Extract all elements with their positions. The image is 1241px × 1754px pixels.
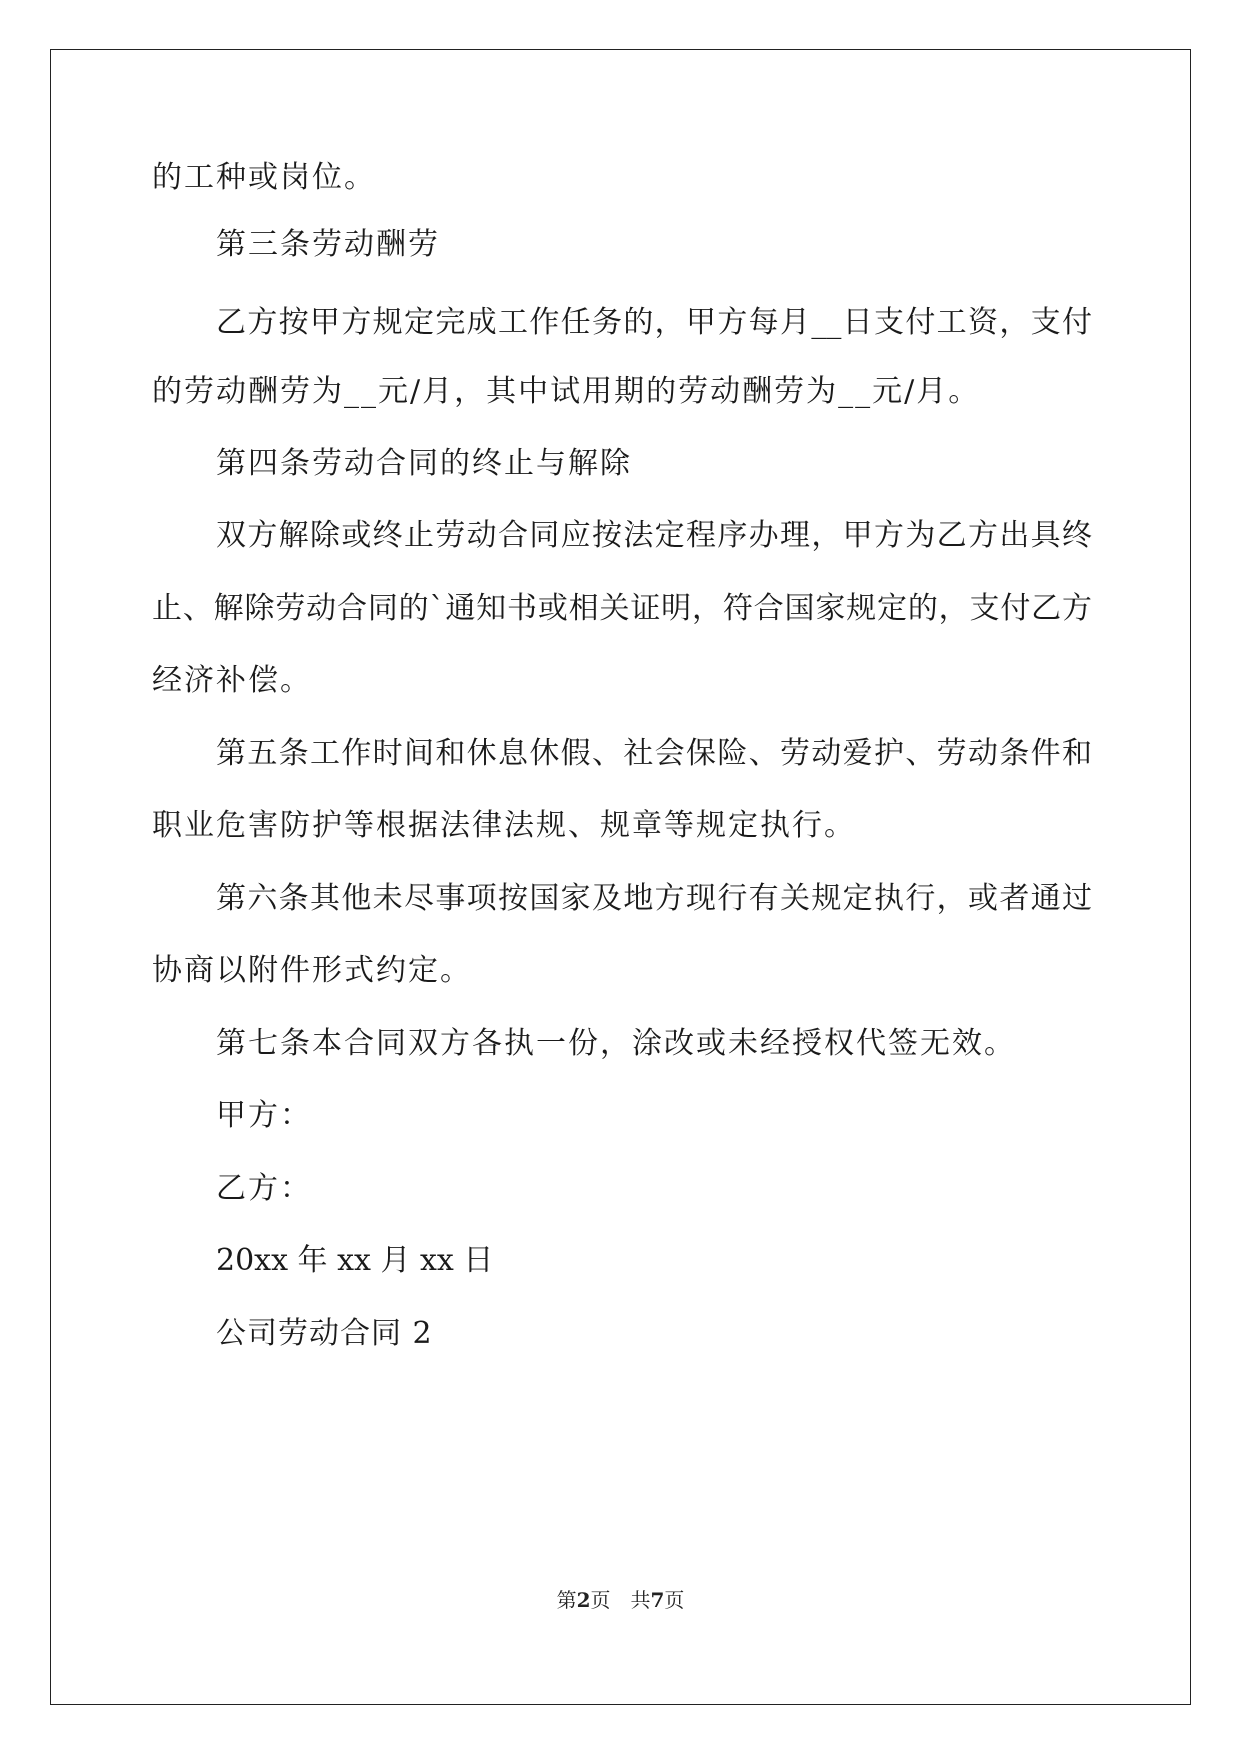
paragraph-line: 第六条其他未尽事项按国家及地方现行有关规定执行，或者通过 bbox=[216, 881, 1092, 916]
signature-date: 20xx 年 xx 月 xx 日 bbox=[216, 1243, 494, 1278]
page-number: 2 bbox=[576, 1588, 591, 1612]
page-suffix: 页 bbox=[590, 1588, 611, 1612]
paragraph-line: 的劳动酬劳为__元/月，其中试用期的劳动酬劳为__元/月。 bbox=[152, 374, 981, 409]
page-border bbox=[50, 49, 1191, 1705]
paragraph-line: 经济补偿。 bbox=[152, 663, 312, 698]
paragraph-line: 止、解除劳动合同的`通知书或相关证明，符合国家规定的，支付乙方 bbox=[152, 591, 1092, 626]
total-pages: 7 bbox=[650, 1588, 665, 1612]
paragraph-line: 双方解除或终止劳动合同应按法定程序办理，甲方为乙方出具终 bbox=[216, 518, 1092, 553]
paragraph-line: 协商以附件形式约定。 bbox=[152, 953, 472, 988]
paragraph-line: 乙方按甲方规定完成工作任务的，甲方每月__日支付工资，支付 bbox=[216, 305, 1092, 340]
section-heading: 第四条劳动合同的终止与解除 bbox=[216, 446, 632, 481]
signature-party-b: 乙方： bbox=[216, 1171, 312, 1206]
paragraph-line: 第七条本合同双方各执一份，涂改或未经授权代签无效。 bbox=[216, 1026, 1016, 1061]
total-suffix: 页 bbox=[664, 1588, 685, 1612]
total-prefix: 共 bbox=[630, 1588, 651, 1612]
signature-party-a: 甲方： bbox=[216, 1098, 312, 1133]
page-prefix: 第 bbox=[556, 1588, 577, 1612]
document-title: 公司劳动合同 2 bbox=[216, 1316, 433, 1351]
paragraph-line: 第五条工作时间和休息休假、社会保险、劳动爱护、劳动条件和 bbox=[216, 736, 1092, 771]
section-heading: 第三条劳动酬劳 bbox=[216, 227, 440, 262]
paragraph-line: 职业危害防护等根据法律法规、规章等规定执行。 bbox=[152, 808, 856, 843]
page-footer bbox=[0, 1588, 1241, 1612]
paragraph-line: 的工种或岗位。 bbox=[152, 160, 376, 195]
